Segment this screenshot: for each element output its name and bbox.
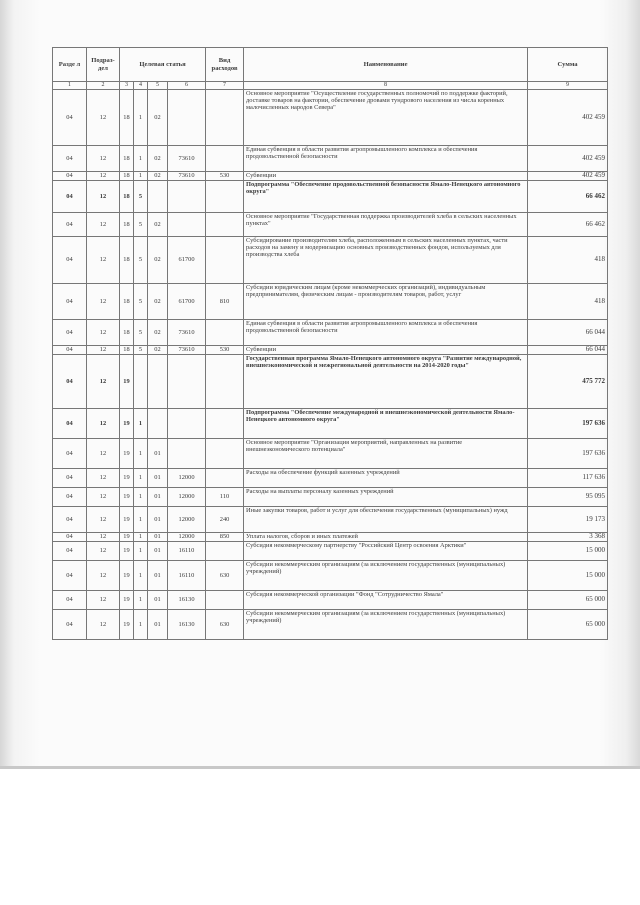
direction-cell: 16130 [168,591,206,610]
event-cell: 01 [148,610,168,640]
razdel-cell: 04 [53,237,87,284]
subprogram-cell: 5 [134,213,148,237]
event-cell: 02 [148,346,168,355]
col-number: 1 [53,82,87,90]
event-cell: 02 [148,320,168,346]
table-row [53,213,608,237]
razdel-cell: 04 [53,542,87,561]
razdel-cell: 04 [53,439,87,469]
event-cell: 01 [148,542,168,561]
direction-cell [168,409,206,439]
expense-type-cell [206,439,244,469]
sum-cell: 117 636 [528,469,608,488]
direction-cell: 12000 [168,488,206,507]
program-cell: 19 [120,542,134,561]
subprogram-cell: 5 [134,346,148,355]
podrazdel-cell: 12 [87,90,120,146]
name-cell: Единая субвенция в области развития агропромышленного комплекса и обеспечения продовольственной безопасности [244,146,528,172]
col-number: 4 [134,82,148,90]
podrazdel-cell: 12 [87,172,120,181]
table-row [53,355,608,409]
name-cell: Уплата налогов, сборов и иных платежей [244,533,528,542]
podrazdel-cell: 12 [87,542,120,561]
podrazdel-cell: 12 [87,561,120,591]
razdel-cell: 04 [53,561,87,591]
table-row [53,346,608,355]
razdel-cell: 04 [53,469,87,488]
name-cell: Субвенции [244,346,528,355]
direction-cell [168,181,206,213]
subprogram-cell: 1 [134,542,148,561]
program-cell: 18 [120,172,134,181]
razdel-cell: 04 [53,591,87,610]
name-cell: Субсидирование производителям хлеба, расположенным в сельских населенных пунктах, части расходов на замену и модернизацию основных производственных фондов, используемых для производства хлеба [244,237,528,284]
direction-cell [168,439,206,469]
subprogram-cell: 1 [134,409,148,439]
razdel-cell: 04 [53,172,87,181]
name-cell: Основное мероприятие "Организация мероприятий, направленных на развитие внешнеэкономического потенциала" [244,439,528,469]
event-cell [148,409,168,439]
name-cell: Расходы на обеспечение функций казенных учреждений [244,469,528,488]
expense-type-cell: 240 [206,507,244,533]
sum-cell: 66 044 [528,320,608,346]
table-row [53,542,608,561]
table-row [53,488,608,507]
expense-type-cell [206,542,244,561]
event-cell: 01 [148,533,168,542]
razdel-cell: 04 [53,320,87,346]
header-target-article: Целевая статья [120,48,206,82]
podrazdel-cell: 12 [87,610,120,640]
direction-cell [168,90,206,146]
table-body [53,90,608,640]
table-row [53,469,608,488]
table-row [53,172,608,181]
direction-cell: 61700 [168,284,206,320]
podrazdel-cell: 12 [87,355,120,409]
table-row [53,533,608,542]
expense-type-cell: 630 [206,561,244,591]
direction-cell [168,355,206,409]
podrazdel-cell: 12 [87,320,120,346]
subprogram-cell: 1 [134,439,148,469]
name-cell: Основное мероприятие "Осуществление государственных полномочий по поддержке факторий, доставке товаров на фактории, обеспечение дровами тундрового населения из числа коренных малочисленных народов Севера" [244,90,528,146]
name-cell: Расходы на выплаты персоналу казенных учреждений [244,488,528,507]
expense-type-cell: 850 [206,533,244,542]
sum-cell: 475 772 [528,355,608,409]
name-cell: Подпрограмма "Обеспечение международной и внешнеэкономической деятельности Ямало-Ненецкого автономного округа" [244,409,528,439]
expense-type-cell [206,213,244,237]
direction-cell: 16110 [168,561,206,591]
event-cell: 01 [148,439,168,469]
table-header [53,48,608,90]
subprogram-cell: 5 [134,237,148,284]
sum-cell: 15 000 [528,542,608,561]
budget-table [52,47,608,640]
name-cell: Субвенции [244,172,528,181]
expense-type-cell [206,320,244,346]
table-row [53,284,608,320]
header-podrazdel: Подраз- дел [87,48,120,82]
direction-cell: 61700 [168,237,206,284]
expense-type-cell [206,181,244,213]
direction-cell: 12000 [168,469,206,488]
razdel-cell: 04 [53,181,87,213]
direction-cell [168,213,206,237]
sum-cell: 197 636 [528,439,608,469]
sum-cell: 95 095 [528,488,608,507]
col-number: 2 [87,82,120,90]
event-cell: 02 [148,172,168,181]
page-edge [0,766,640,769]
subprogram-cell [134,355,148,409]
sum-cell: 418 [528,237,608,284]
subprogram-cell: 1 [134,146,148,172]
podrazdel-cell: 12 [87,181,120,213]
subprogram-cell: 1 [134,507,148,533]
razdel-cell: 04 [53,409,87,439]
table-row [53,610,608,640]
direction-cell: 73610 [168,346,206,355]
program-cell: 18 [120,90,134,146]
razdel-cell: 04 [53,488,87,507]
sum-cell: 197 636 [528,409,608,439]
column-number-row [53,82,608,90]
expense-type-cell: 810 [206,284,244,320]
direction-cell: 12000 [168,533,206,542]
name-cell: Субсидия некоммерческой организации "Фонд "Сотрудничество Ямала" [244,591,528,610]
header-expense-type: Вид расходов [206,48,244,82]
event-cell: 01 [148,561,168,591]
podrazdel-cell: 12 [87,409,120,439]
razdel-cell: 04 [53,355,87,409]
direction-cell: 16130 [168,610,206,640]
program-cell: 19 [120,610,134,640]
sum-cell: 19 173 [528,507,608,533]
subprogram-cell: 1 [134,561,148,591]
subprogram-cell: 5 [134,181,148,213]
sum-cell: 66 044 [528,346,608,355]
program-cell: 19 [120,507,134,533]
col-number: 7 [206,82,244,90]
table-row [53,591,608,610]
sum-cell: 402 459 [528,172,608,181]
event-cell: 02 [148,284,168,320]
program-cell: 18 [120,181,134,213]
name-cell: Государственная программа Ямало-Ненецкого автономного округа "Развитие международной, внешнеэкономической и межрегиональной деятельности на 2014-2020 годы" [244,355,528,409]
podrazdel-cell: 12 [87,439,120,469]
razdel-cell: 04 [53,507,87,533]
subprogram-cell: 1 [134,591,148,610]
razdel-cell: 04 [53,533,87,542]
subprogram-cell: 1 [134,488,148,507]
podrazdel-cell: 12 [87,533,120,542]
razdel-cell: 04 [53,90,87,146]
podrazdel-cell: 12 [87,488,120,507]
subprogram-cell: 1 [134,172,148,181]
expense-type-cell: 110 [206,488,244,507]
expense-type-cell [206,591,244,610]
direction-cell: 73610 [168,320,206,346]
subprogram-cell: 5 [134,320,148,346]
podrazdel-cell: 12 [87,237,120,284]
event-cell: 01 [148,591,168,610]
sum-cell: 402 459 [528,90,608,146]
podrazdel-cell: 12 [87,591,120,610]
sum-cell: 65 000 [528,610,608,640]
program-cell: 19 [120,488,134,507]
expense-type-cell [206,146,244,172]
podrazdel-cell: 12 [87,146,120,172]
sum-cell: 3 368 [528,533,608,542]
table-row [53,181,608,213]
event-cell: 02 [148,237,168,284]
program-cell: 19 [120,469,134,488]
subprogram-cell: 1 [134,90,148,146]
name-cell: Основное мероприятие "Государственная поддержка производителей хлеба в сельских населенных пунктах" [244,213,528,237]
podrazdel-cell: 12 [87,507,120,533]
expense-type-cell: 630 [206,610,244,640]
table-row [53,507,608,533]
name-cell: Подпрограмма "Обеспечение продовольственной безопасности Ямало-Ненецкого автономного округа" [244,181,528,213]
expense-type-cell [206,90,244,146]
direction-cell: 12000 [168,507,206,533]
expense-type-cell: 530 [206,346,244,355]
podrazdel-cell: 12 [87,346,120,355]
col-number: 9 [528,82,608,90]
program-cell: 18 [120,346,134,355]
header-name: Наименование [244,48,528,82]
col-number: 3 [120,82,134,90]
subprogram-cell: 1 [134,469,148,488]
razdel-cell: 04 [53,213,87,237]
sum-cell: 402 459 [528,146,608,172]
name-cell: Субсидии некоммерческим организациям (за исключением государственных (муниципальных) учреждений) [244,610,528,640]
subprogram-cell: 5 [134,284,148,320]
subprogram-cell: 1 [134,533,148,542]
razdel-cell: 04 [53,346,87,355]
table-row [53,409,608,439]
podrazdel-cell: 12 [87,213,120,237]
event-cell [148,355,168,409]
razdel-cell: 04 [53,284,87,320]
program-cell: 18 [120,213,134,237]
program-cell: 18 [120,320,134,346]
program-cell: 19 [120,439,134,469]
col-number: 5 [148,82,168,90]
table-row [53,439,608,469]
name-cell: Субсидия некоммерческому партнерству "Российский Центр освоения Арктики" [244,542,528,561]
expense-type-cell [206,355,244,409]
sum-cell: 65 000 [528,591,608,610]
table-row [53,320,608,346]
event-cell: 01 [148,488,168,507]
name-cell: Иные закупки товаров, работ и услуг для обеспечения государственных (муниципальных) нужд [244,507,528,533]
name-cell: Субсидии юридическим лицам (кроме некоммерческих организаций), индивидуальным предпринимателям, физическим лицам - производителям товаров, работ, услуг [244,284,528,320]
razdel-cell: 04 [53,146,87,172]
program-cell: 18 [120,237,134,284]
sum-cell: 66 462 [528,181,608,213]
program-cell: 19 [120,561,134,591]
direction-cell: 73610 [168,172,206,181]
event-cell: 02 [148,146,168,172]
program-cell: 19 [120,409,134,439]
direction-cell: 16110 [168,542,206,561]
program-cell: 19 [120,533,134,542]
event-cell [148,181,168,213]
event-cell: 02 [148,213,168,237]
table-row [53,146,608,172]
sum-cell: 418 [528,284,608,320]
event-cell: 02 [148,90,168,146]
col-number: 8 [244,82,528,90]
event-cell: 01 [148,469,168,488]
col-number: 6 [168,82,206,90]
podrazdel-cell: 12 [87,469,120,488]
program-cell: 19 [120,591,134,610]
program-cell: 18 [120,146,134,172]
razdel-cell: 04 [53,610,87,640]
podrazdel-cell: 12 [87,284,120,320]
table-row [53,90,608,146]
expense-type-cell [206,409,244,439]
program-cell: 19 [120,355,134,409]
table-row [53,237,608,284]
sum-cell: 15 000 [528,561,608,591]
expense-type-cell: 530 [206,172,244,181]
table-row [53,561,608,591]
name-cell: Единая субвенция в области развития агропромышленного комплекса и обеспечения продовольственной безопасности [244,320,528,346]
direction-cell: 73610 [168,146,206,172]
header-razdel: Разде л [53,48,87,82]
program-cell: 18 [120,284,134,320]
event-cell: 01 [148,507,168,533]
subprogram-cell: 1 [134,610,148,640]
expense-type-cell [206,469,244,488]
name-cell: Субсидии некоммерческим организациям (за исключением государственных (муниципальных) учреждений) [244,561,528,591]
header-sum: Сумма [528,48,608,82]
expense-type-cell [206,237,244,284]
sum-cell: 66 462 [528,213,608,237]
